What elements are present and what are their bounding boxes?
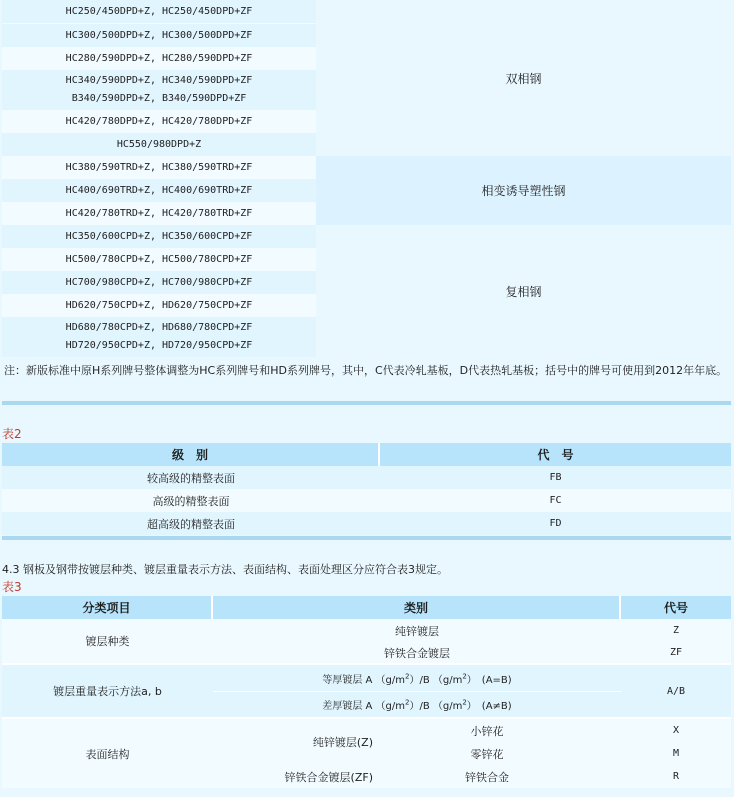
weight-text: ）/B （g/m (409, 674, 463, 686)
steel-type-dual-phase: 双相钢 (316, 0, 731, 156)
coating-type-label: 镀层种类 (2, 619, 213, 665)
surface-item: 锌铁合金 (465, 770, 509, 784)
superscript: 2 (462, 672, 467, 681)
divider (2, 536, 731, 540)
steel-type-trip: 相变诱导塑性钢 (316, 156, 731, 225)
surface-code: R (673, 771, 680, 782)
coating-type-item: 锌铁合金镀层 (213, 642, 621, 665)
steel-type-complex-phase: 复相钢 (316, 225, 731, 357)
grade-cell: HC280/590DPD+Z, HC280/590DPD+ZF (65, 53, 253, 64)
grade-cell: HC550/980DPD+Z (116, 139, 202, 150)
coating-type-code: ZF (621, 642, 731, 665)
surface-zinc-label: 纯锌镀层(Z) (312, 736, 373, 749)
finish-code: FC (549, 495, 562, 506)
coating-table (2, 596, 731, 788)
grade-cell-double (2, 317, 316, 357)
grade-line: HD720/950CPD+Z, HD720/950CPD+ZF (65, 340, 253, 351)
coating-type-item: 纯锌镀层 (395, 624, 439, 638)
finish-code: FB (549, 472, 562, 483)
surface-label: 表面结构 (85, 747, 130, 761)
grade-line: HC340/590DPD+Z, HC340/590DPD+ZF (65, 75, 253, 86)
divider (2, 401, 731, 405)
surface-code: X (673, 725, 680, 736)
table2-caption: 表2 (2, 427, 22, 441)
finish-code: FD (549, 518, 562, 529)
grade-cell: HC350/600CPD+Z, HC350/600CPD+ZF (65, 231, 253, 242)
grade-cell: HC700/980CPD+Z, HC700/980CPD+ZF (65, 277, 253, 288)
weight-method-diff (213, 692, 621, 719)
grade-line: B340/590DPD+Z, B340/590DPD+ZF (71, 93, 247, 104)
surface-item: 小锌花 (470, 724, 504, 738)
coating-header-category: 分类项目 (2, 596, 213, 619)
grade-line: HD680/780CPD+Z, HD680/780CPD+ZF (65, 322, 253, 333)
weight-text: 差厚镀层 A （g/m (322, 701, 405, 712)
grade-cell: HC500/780CPD+Z, HC500/780CPD+ZF (65, 254, 253, 265)
grade-cell: HD620/750CPD+Z, HD620/750CPD+ZF (65, 300, 253, 311)
grade-table (2, 0, 731, 357)
grade-cell: HC250/450DPD+Z, HC250/450DPD+ZF (65, 6, 253, 17)
finish-header-level: 级 别 (2, 443, 380, 466)
weight-method-equal (213, 665, 621, 692)
surface-zinc (213, 719, 373, 765)
surface-item: 零锌花 (470, 747, 504, 761)
coating-type-code: Z (673, 625, 680, 636)
superscript: 2 (462, 698, 467, 707)
finish-table (2, 443, 731, 535)
surface-alloy (213, 765, 373, 788)
coating-header-code: 代号 (621, 596, 731, 619)
grade-cell: HC420/780TRD+Z, HC420/780TRD+ZF (65, 208, 253, 219)
weight-text: ） (A=B) (466, 674, 512, 686)
grade-cell-double (2, 70, 316, 110)
surface-alloy-label: 锌铁合金镀层(ZF) (284, 770, 373, 784)
grade-cell: HC380/590TRD+Z, HC380/590TRD+ZF (65, 162, 253, 173)
surface-code: M (673, 748, 680, 759)
superscript: 2 (404, 672, 410, 681)
weight-text: ）/B （g/m (409, 701, 463, 712)
superscript: 2 (404, 698, 410, 707)
grade-cell: HC420/780DPD+Z, HC420/780DPD+ZF (65, 116, 253, 127)
table3-caption: 表3 (2, 580, 22, 594)
weight-text: 等厚镀层 A （g/m (322, 674, 405, 686)
table-note: 注：新版标准中原H系列牌号整体调整为HC系列牌号和HD系列牌号，其中，C代表冷轧基板，D代表热轧基板；括号中的牌号可使用到2012年年底。 (4, 364, 728, 377)
finish-level: 超高级的精整表面 (147, 517, 235, 531)
weight-method-code: A/B (621, 665, 731, 719)
coating-header-type: 类别 (213, 596, 621, 619)
finish-header-code: 代 号 (380, 443, 731, 466)
section-4-3: 4.3 钢板及钢带按镀层种类、镀层重量表示方法、表面结构、表面处理区分应符合表3规定。 (2, 563, 448, 576)
finish-level: 较高级的精整表面 (147, 471, 235, 485)
weight-method-label: 镀层重量表示方法a, b (2, 665, 213, 719)
grade-cell: HC400/690TRD+Z, HC400/690TRD+ZF (65, 185, 253, 196)
finish-level: 高级的精整表面 (152, 494, 230, 508)
grade-cell: HC300/500DPD+Z, HC300/500DPD+ZF (65, 30, 253, 41)
weight-text: ） (A≠B) (466, 701, 512, 712)
